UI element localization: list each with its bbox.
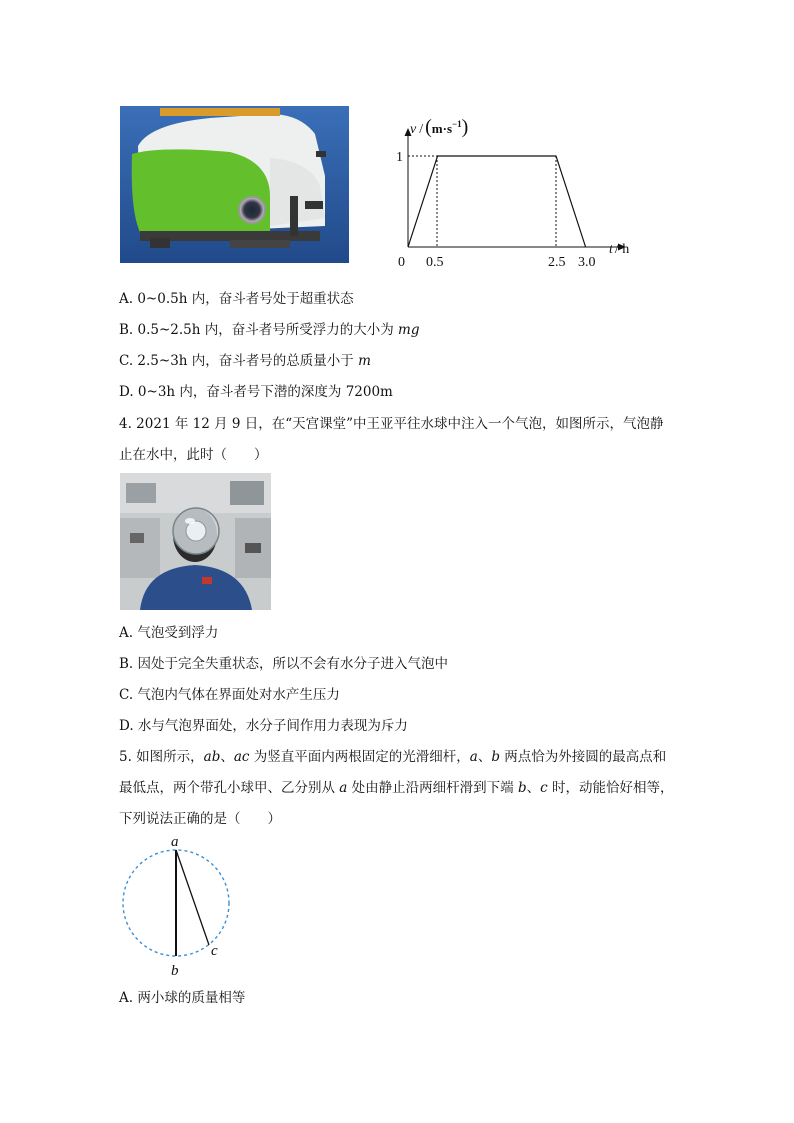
x-tick-05: 0.5 [426,255,444,270]
q5-stem-line1: 5. 如图所示，ab、ac 为竖直平面内两根固定的光滑细杆，a、b 两点恰为外接圆的最高点和 [119,749,667,765]
q4-option-d: D. 水与气泡界面处，水分子间作用力表现为斥力 [119,718,408,734]
point-label-a: a [171,834,179,850]
circle-rods-figure [118,833,238,979]
q3-option-a: A. 0~0.5h 内，奋斗者号处于超重状态 [119,291,354,307]
q5-stem-line2: 最低点，两个带孔小球甲、乙分别从 a 处由静止沿两细杆滑到下端 b、c 时，动能恰好相等， [119,780,674,796]
q3-option-d: D. 0~3h 内，奋斗者号下潜的深度为 7200m [119,384,393,400]
submersible-photo [120,106,349,263]
x-label: t / h [609,242,630,257]
q4-stem-line1: 4. 2021 年 12 月 9 日，在“天宫课堂”中王亚平往水球中注入一个气泡，如图所示，气泡静 [119,416,664,432]
q4-option-b: B. 因处于完全失重状态，所以不会有水分子进入气泡中 [119,656,449,672]
q3-option-c: C. 2.5~3h 内，奋斗者号的总质量小于 m [119,353,371,369]
y-tick-1: 1 [396,150,403,165]
velocity-series-line [408,156,586,247]
q5-option-a: A. 两小球的质量相等 [119,990,246,1006]
point-label-c: c [211,943,218,959]
velocity-time-graph [396,118,636,270]
q5-stem-line3: 下列说法正确的是（ ） [119,811,281,827]
astronaut-bubble-photo [120,473,271,610]
y-label: $v / (m\cdot s^{-1})$ [410,118,469,138]
x-tick-25: 2.5 [548,255,566,270]
x-tick-0: 0 [398,255,405,270]
rod-ac [176,850,209,945]
q4-option-a: A. 气泡受到浮力 [119,625,219,641]
point-label-b: b [171,963,179,979]
q4-option-c: C. 气泡内气体在界面处对水产生压力 [119,687,340,703]
x-tick-30: 3.0 [578,255,596,270]
q4-stem-line2: 止在水中，此时（ ） [119,447,268,463]
q3-option-b: B. 0.5~2.5h 内，奋斗者号所受浮力的大小为 mg [119,322,420,338]
